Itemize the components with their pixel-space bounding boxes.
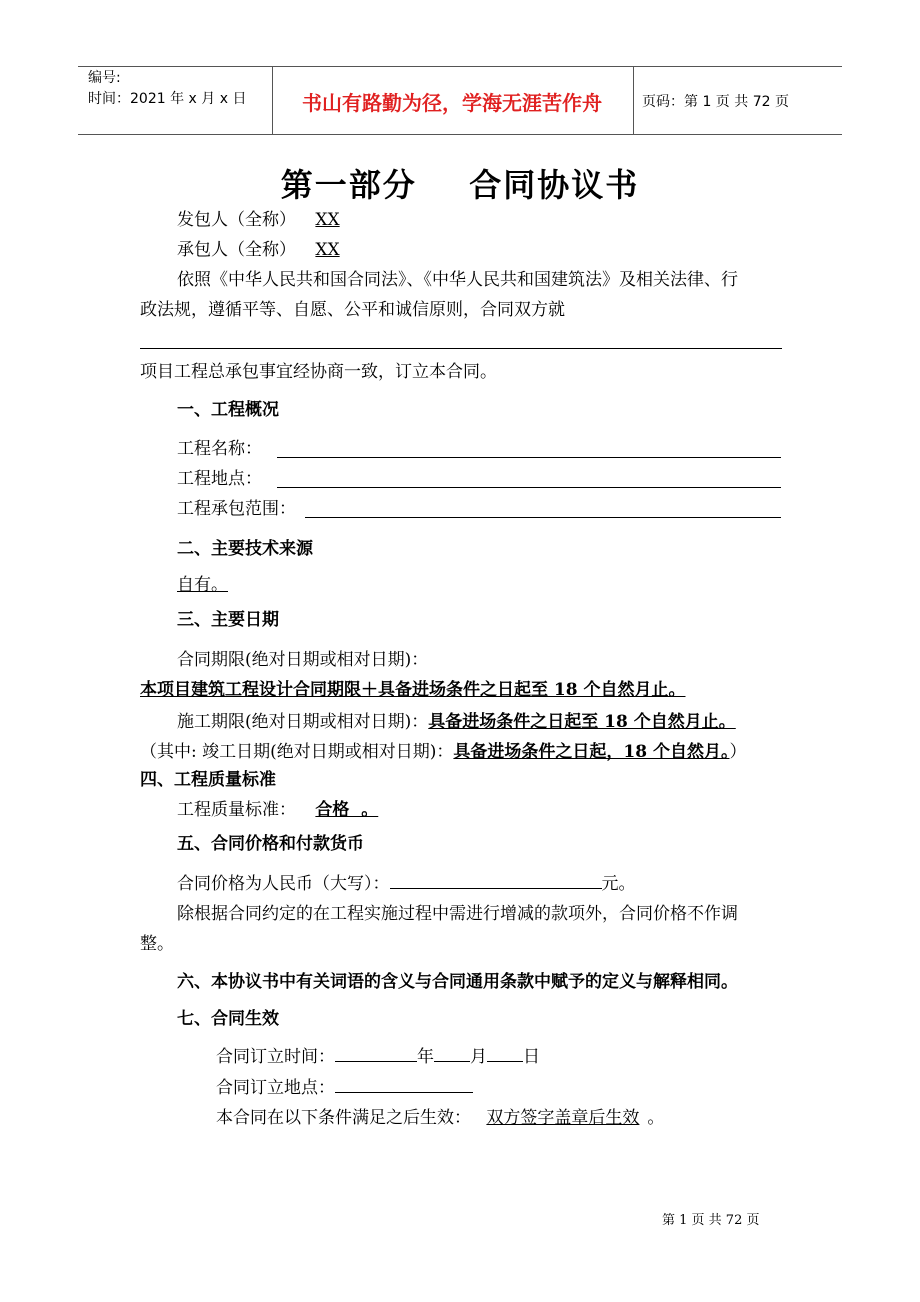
intro-line-3: 项目工程总承包事宜经协商一致，订立本合同。 xyxy=(140,362,497,382)
construction-term-line xyxy=(177,710,736,734)
project-scope-label: 工程承包范围： xyxy=(177,499,296,519)
completion-date-line xyxy=(140,740,746,764)
intro-line-2: 政法规，遵循平等、自愿、公平和诚信原则，合同双方就 xyxy=(140,300,565,320)
intro-line-1: 依照《中华人民共和国合同法》、《中华人民共和国建筑法》及相关法律、行 xyxy=(177,270,738,290)
effect-condition-value: 双方签字盖章后生效 xyxy=(486,1108,640,1128)
header-top-border xyxy=(78,66,842,67)
project-name-blank xyxy=(140,348,782,349)
effect-condition-suffix: 。 xyxy=(647,1108,665,1128)
employer-line xyxy=(177,208,377,232)
signing-time-label: 合同订立时间： xyxy=(216,1047,335,1067)
completion-date-value: 具备进场条件之日起，18 个自然月。 xyxy=(453,742,730,762)
contract-price-line xyxy=(177,872,636,896)
section-5-title: 五、合同价格和付款货币 xyxy=(177,834,364,854)
contractor-value: XX xyxy=(315,240,340,260)
signing-year-field xyxy=(335,1045,417,1062)
time-label: 时间：2021 年 x 月 x 日 xyxy=(88,91,247,107)
price-note-line-1: 除根据合同约定的在工程实施过程中需进行增减的款项外，合同价格不作调 xyxy=(177,904,738,924)
contract-term-value: 本项目建筑工程设计合同期限＋具备进场条件之日起至 18 个自然月止。 xyxy=(140,680,686,700)
section-6-title: 六、本协议书中有关词语的含义与合同通用条款中赋予的定义与解释相同。 xyxy=(177,972,738,992)
signing-day-field xyxy=(487,1045,523,1062)
quality-line xyxy=(177,798,382,822)
effect-condition-line xyxy=(216,1106,664,1130)
page-title: 第一部分 合同协议书 xyxy=(280,166,640,204)
price-note-line-2: 整。 xyxy=(140,934,174,954)
quality-label: 工程质量标准： xyxy=(177,800,296,820)
completion-date-label: （其中: 竣工日期(绝对日期或相对日期)： xyxy=(140,742,454,762)
employer-value: XX xyxy=(315,210,340,230)
contractor-line xyxy=(177,238,407,262)
contract-price-suffix: 元。 xyxy=(601,874,636,894)
page-label: 页码：第 1 页 共 72 页 xyxy=(642,94,789,110)
header-motto: 书山有路勤为径，学海无涯苦作舟 xyxy=(302,91,602,115)
signing-month-field xyxy=(434,1045,470,1062)
signing-day-label: 日 xyxy=(523,1047,540,1067)
project-name-label: 工程名称： xyxy=(177,439,262,459)
contract-price-label: 合同价格为人民币（大写）： xyxy=(177,874,390,894)
header-divider-right xyxy=(633,66,634,134)
signing-place-label: 合同订立地点： xyxy=(216,1078,335,1098)
completion-date-suffix: ） xyxy=(729,742,747,762)
signing-year-label: 年 xyxy=(417,1047,434,1067)
section-2-title: 二、主要技术来源 xyxy=(177,539,313,559)
construction-term-label: 施工期限(绝对日期或相对日期)： xyxy=(177,712,429,732)
section-1-title: 一、工程概况 xyxy=(177,400,279,420)
section-3-title: 三、主要日期 xyxy=(177,610,279,630)
employer-label: 发包人（全称） xyxy=(177,210,296,230)
contract-term-label: 合同期限(绝对日期或相对日期)： xyxy=(177,650,429,670)
quality-value: 合格 。 xyxy=(315,800,379,820)
project-location-label: 工程地点： xyxy=(177,469,262,489)
tech-source-value: 自有。 xyxy=(177,575,228,595)
construction-term-value: 具备进场条件之日起至 18 个自然月止。 xyxy=(428,712,736,732)
project-name-field xyxy=(277,457,781,458)
section-4-title: 四、工程质量标准 xyxy=(140,770,276,790)
page-footer: 第 1 页 共 72 页 xyxy=(662,1213,760,1228)
effect-condition-label: 本合同在以下条件满足之后生效： xyxy=(216,1108,471,1128)
signing-month-label: 月 xyxy=(470,1047,487,1067)
section-7-title: 七、合同生效 xyxy=(177,1009,279,1029)
contract-price-field xyxy=(390,872,602,889)
signing-place-line xyxy=(216,1076,473,1100)
project-location-field xyxy=(277,487,781,488)
header-bottom-border xyxy=(78,134,842,135)
serial-label: 编号: xyxy=(88,70,121,86)
contractor-label: 承包人（全称） xyxy=(177,240,296,260)
signing-place-field xyxy=(335,1076,473,1093)
project-scope-field xyxy=(305,517,781,518)
signing-time-line xyxy=(216,1045,540,1069)
